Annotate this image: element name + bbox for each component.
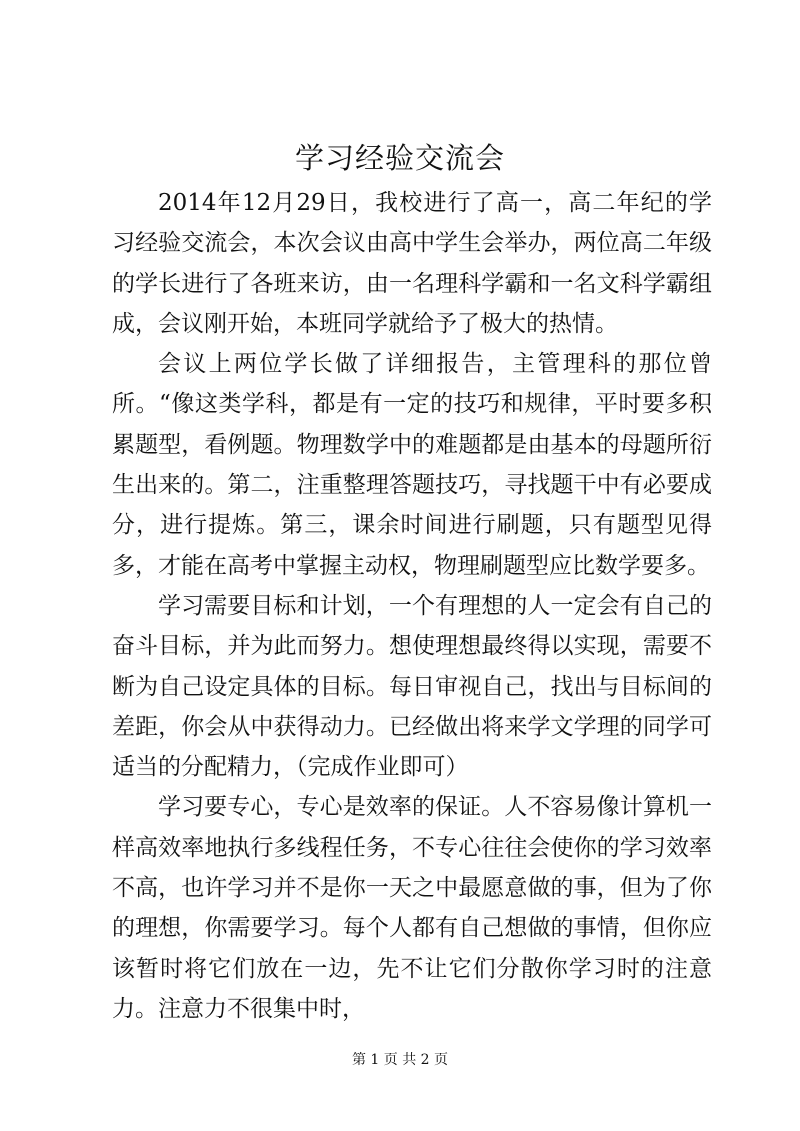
document-title: 学习经验交流会	[294, 141, 505, 175]
paragraph-2: 会议上两位学长做了详细报告，主管理科的那位曾所。“像这类学科，都是有一定的技巧和规律，平时要多积累题型，看例题。物理数学中的难题都是由基本的母题所衍生出来的。第二，注重整理答题技巧，寻找题干中有必要成分，进行提炼。第三，课余时间进行刷题，只有题型见得多，才能在高考中掌握主动权，物理刷题型应比数学要多。	[112, 351, 712, 579]
paragraph-1: 2014年12月29日，我校进行了高一，高二年纪的学习经验交流会，本次会议由高中学生会举办，两位高二年级的学长进行了各班来访，由一名理科学霸和一名文科学霸组成，会议刚开始，本班同学就给予了极大的热情。	[112, 190, 712, 337]
paragraph-4: 学习要专心，专心是效率的保证。人不容易像计算机一样高效率地执行多线程任务，不专心往往会使你的学习效率不高，也许学习并不是你一天之中最愿意做的事，但为了你的理想，你需要学习。每个人都有自己想做的事情，但你应该暂时将它们放在一边，先不让它们分散你学习时的注意力。注意力不很集中时，	[112, 794, 712, 1022]
paragraph-3: 学习需要目标和计划，一个有理想的人一定会有自己的奋斗目标，并为此而努力。想使理想最终得以实现，需要不断为自己设定具体的目标。每日审视自己，找出与目标间的差距，你会从中获得动力。已经做出将来学文学理的同学可适当的分配精力，（完成作业即可）	[112, 592, 712, 781]
page-footer: 第 1 页 共 2 页	[351, 1052, 449, 1068]
document-body	[112, 183, 712, 1029]
